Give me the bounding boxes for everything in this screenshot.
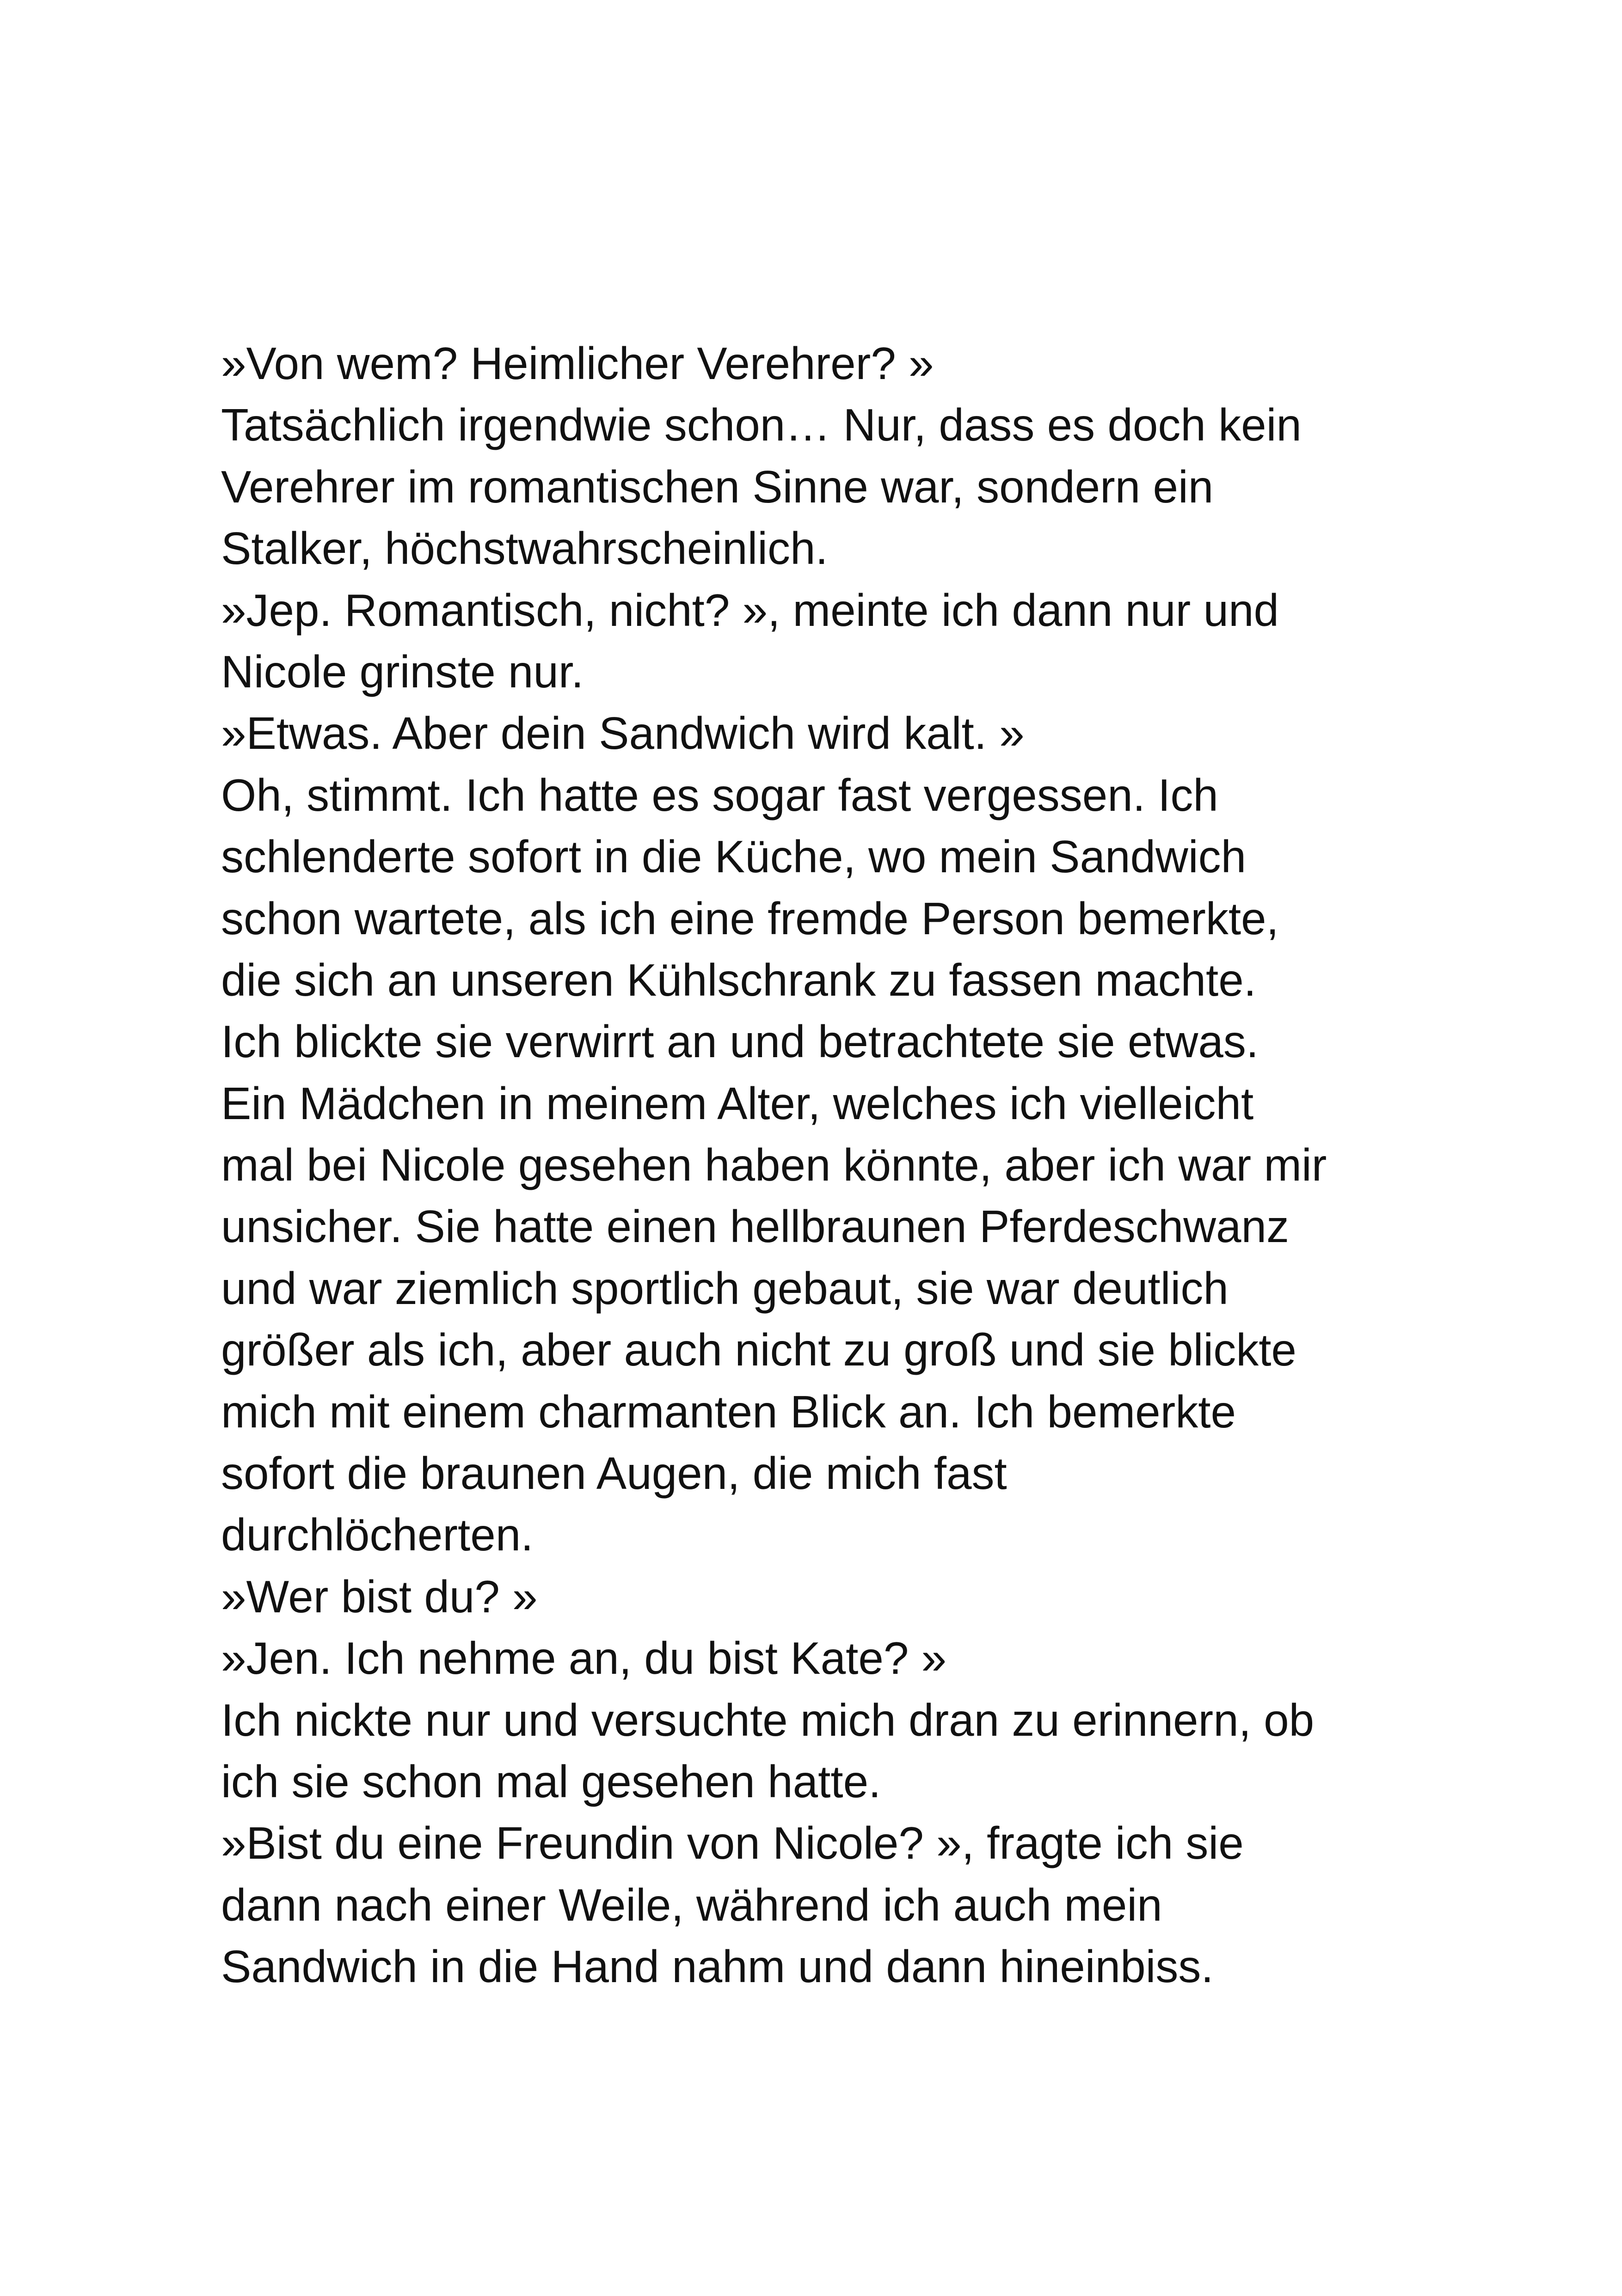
text-line: schlenderte sofort in die Küche, wo mein Sandwich bbox=[221, 831, 1247, 882]
text-line: »Wer bist du? » bbox=[221, 1571, 538, 1622]
text-line: sofort die braunen Augen, die mich fast bbox=[221, 1448, 1007, 1499]
text-line: »Jep. Romantisch, nicht? », meinte ich dann nur und bbox=[221, 584, 1279, 636]
text-line: mich mit einem charmanten Blick an. Ich bemerkte bbox=[221, 1386, 1236, 1437]
text-line: Ein Mädchen in meinem Alter, welches ich vielleicht bbox=[221, 1078, 1254, 1129]
text-line: Stalker, höchstwahrscheinlich. bbox=[221, 523, 828, 574]
text-line: »Etwas. Aber dein Sandwich wird kalt. » bbox=[221, 708, 1025, 759]
text-line: größer als ich, aber auch nicht zu groß und sie blickte bbox=[221, 1324, 1296, 1376]
text-line: Ich blickte sie verwirrt an und betrachtete sie etwas. bbox=[221, 1016, 1259, 1067]
text-line: Ich nickte nur und versuchte mich dran zu erinnern, ob bbox=[221, 1694, 1315, 1745]
text-line: durchlöcherten. bbox=[221, 1509, 534, 1561]
text-line: dann nach einer Weile, während ich auch mein bbox=[221, 1879, 1162, 1930]
text-line: Sandwich in die Hand nahm und dann hineinbiss. bbox=[221, 1941, 1214, 1992]
body-text bbox=[221, 333, 1423, 1998]
text-line: und war ziemlich sportlich gebaut, sie war deutlich bbox=[221, 1262, 1229, 1314]
text-line: ich sie schon mal gesehen hatte. bbox=[221, 1756, 881, 1807]
text-line: mal bei Nicole gesehen haben könnte, aber ich war mir bbox=[221, 1139, 1327, 1191]
text-line: Verehrer im romantischen Sinne war, sondern ein bbox=[221, 461, 1214, 512]
text-line: schon wartete, als ich eine fremde Person bemerkte, bbox=[221, 893, 1279, 944]
text-line: die sich an unseren Kühlschrank zu fassen machte. bbox=[221, 954, 1256, 1005]
text-line: Tatsächlich irgendwie schon… Nur, dass es doch kein bbox=[221, 399, 1302, 451]
text-line: »Bist du eine Freundin von Nicole? », fragte ich sie bbox=[221, 1818, 1244, 1869]
text-line: Nicole grinste nur. bbox=[221, 646, 584, 697]
text-line: »Jen. Ich nehme an, du bist Kate? » bbox=[221, 1633, 947, 1684]
text-line: »Von wem? Heimlicher Verehrer? » bbox=[221, 338, 934, 389]
text-line: unsicher. Sie hatte einen hellbraunen Pferdeschwanz bbox=[221, 1201, 1289, 1252]
text-line: Oh, stimmt. Ich hatte es sogar fast vergessen. Ich bbox=[221, 769, 1218, 820]
